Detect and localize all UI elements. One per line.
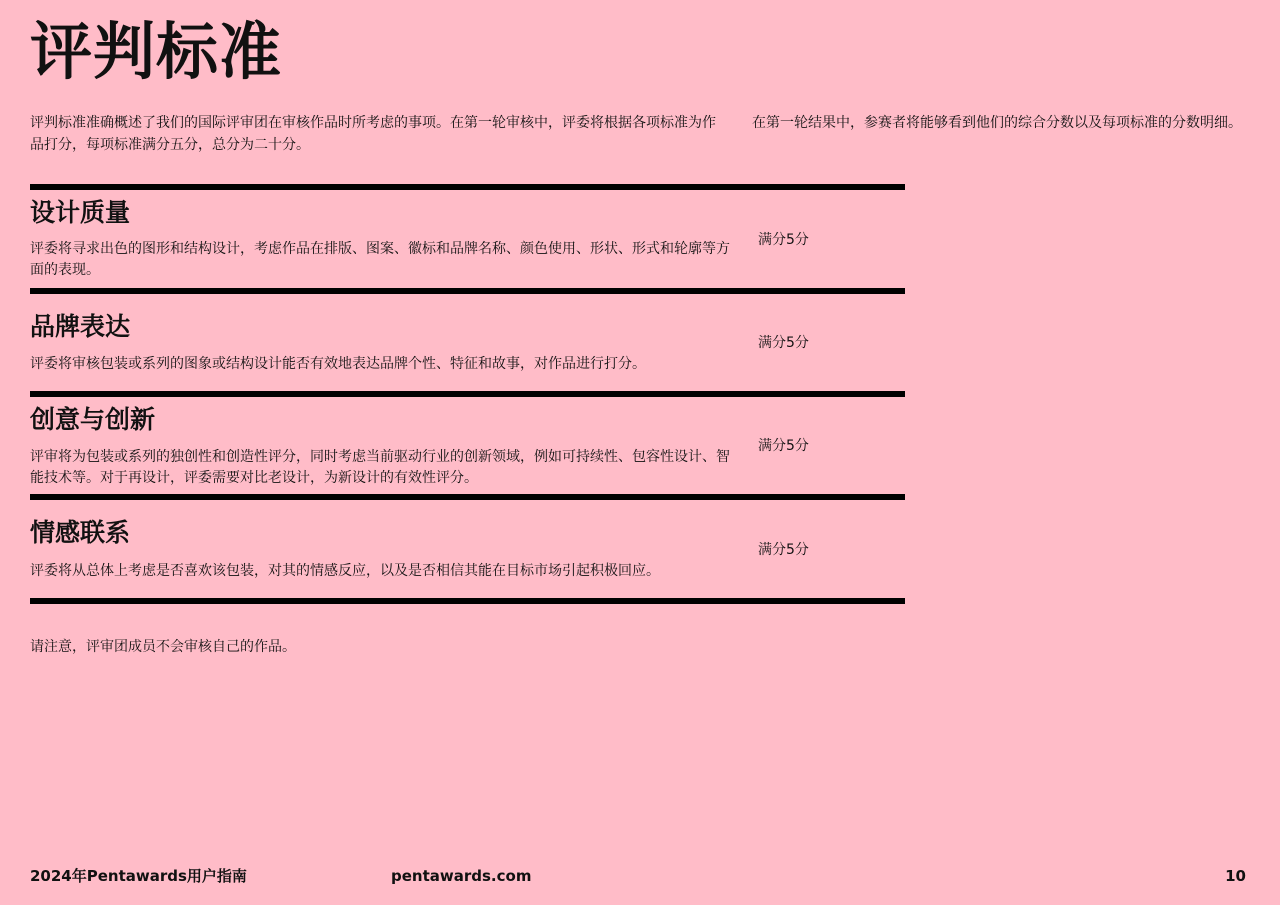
criterion-score-brand-expression: 满分5分: [758, 335, 809, 351]
divider: [30, 184, 905, 190]
criterion-description-emotional-connection: 评委将从总体上考虑是否喜欢该包装，对其的情感反应，以及是否相信其能在目标市场引起积极回应。: [30, 563, 660, 579]
footer-website-link[interactable]: pentawards.com: [391, 867, 532, 885]
jury-note: 请注意，评审团成员不会审核自己的作品。: [30, 639, 296, 655]
intro-paragraph: 评判标准准确概述了我们的国际评审团在审核作品时所考虑的事项。在第一轮审核中，评委将根据各项标准为作品打分，每项标准满分五分，总分为二十分。: [30, 115, 716, 153]
criterion-description-creativity-innovation: 评审将为包装或系列的独创性和创造性评分，同时考虑当前驱动行业的创新领域，例如可持续性、包容性设计、智能技术等。对于再设计，评委需要对比老设计，为新设计的有效性评分。: [30, 449, 730, 486]
criterion-score-emotional-connection: 满分5分: [758, 542, 809, 558]
criterion-title-creativity-innovation: 创意与创新: [30, 405, 156, 434]
page-number: 10: [1225, 867, 1246, 885]
divider: [30, 391, 905, 397]
page-title: 评判标准: [30, 15, 283, 88]
divider: [30, 494, 905, 500]
criterion-description-design-quality: 评委将寻求出色的图形和结构设计，考虑作品在排版、图案、徽标和品牌名称、颜色使用、形状、形式和轮廓等方面的表现。: [30, 241, 730, 278]
criterion-score-creativity-innovation: 满分5分: [758, 438, 809, 454]
footer-guide-title: 2024年Pentawards用户指南: [30, 867, 247, 885]
divider: [30, 598, 905, 604]
criterion-score-design-quality: 满分5分: [758, 232, 809, 248]
criterion-description-brand-expression: 评委将审核包装或系列的图象或结构设计能否有效地表达品牌个性、特征和故事，对作品进行打分。: [30, 356, 646, 372]
criterion-title-emotional-connection: 情感联系: [30, 518, 131, 547]
criterion-title-design-quality: 设计质量: [30, 198, 131, 227]
divider: [30, 288, 905, 294]
criterion-title-brand-expression: 品牌表达: [30, 312, 131, 341]
intro-results-paragraph: 在第一轮结果中，参赛者将能够看到他们的综合分数以及每项标准的分数明细。: [752, 115, 1242, 131]
